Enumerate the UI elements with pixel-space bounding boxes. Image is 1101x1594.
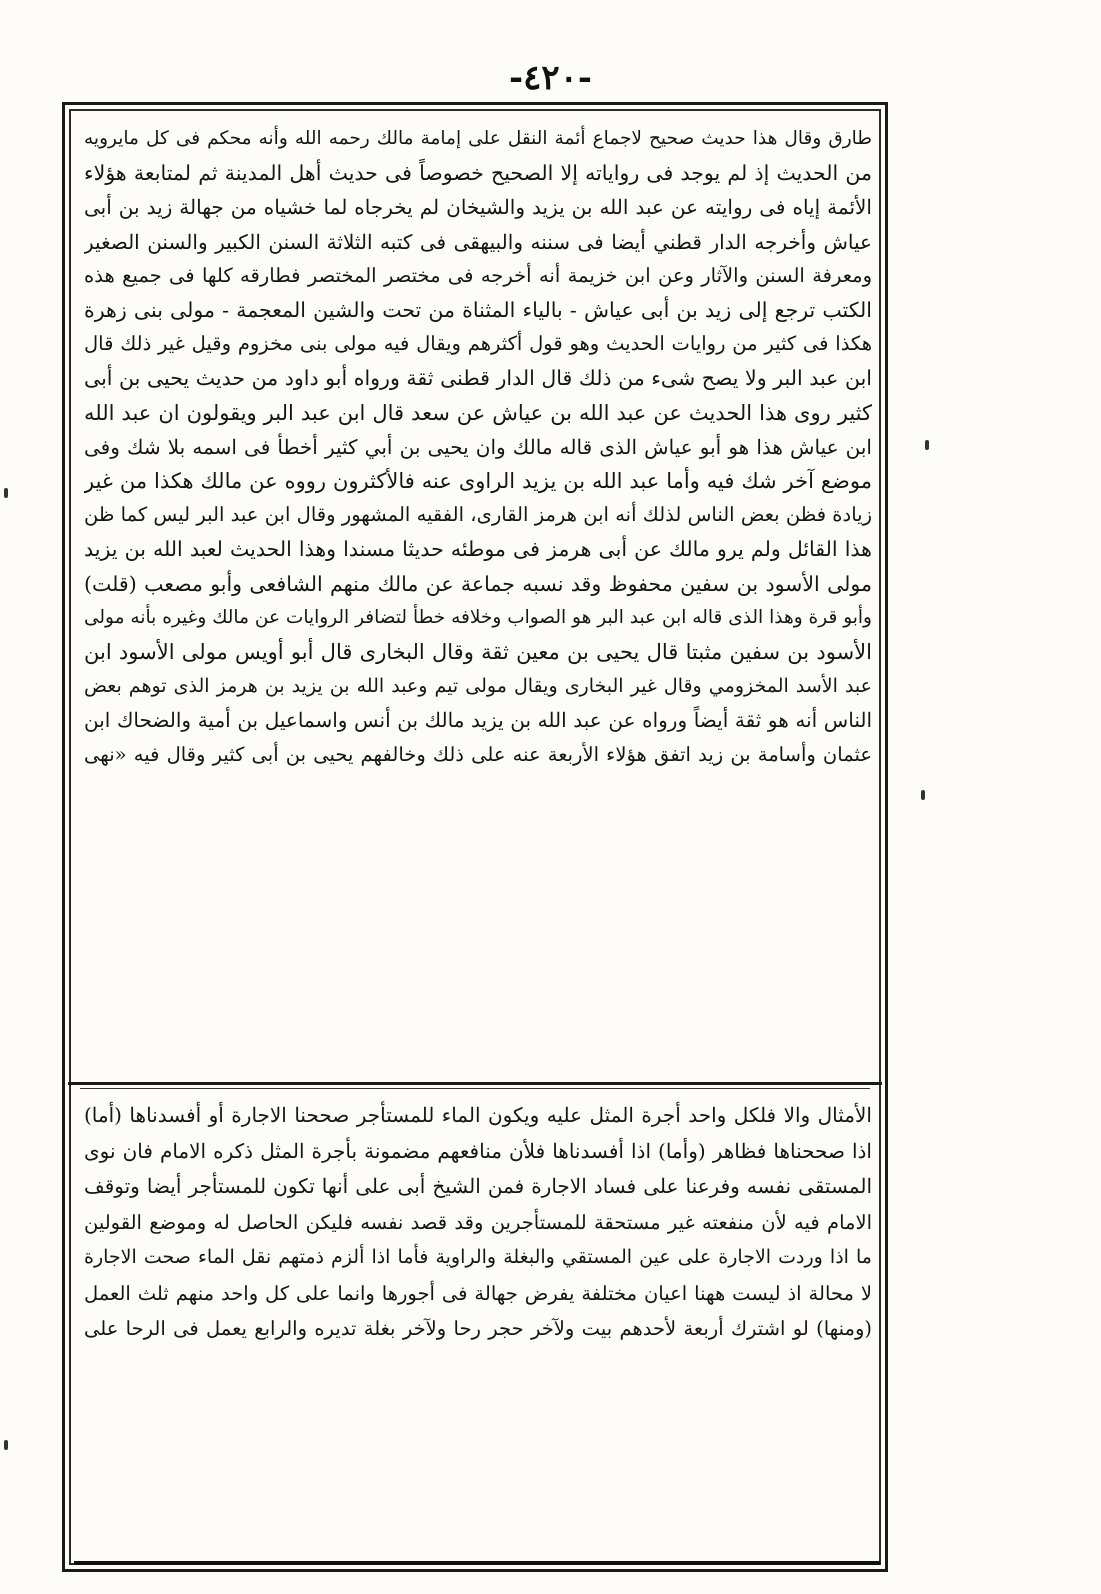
main-text-line: زيادة فظن بعض الناس لذلك أنه ابن هرمز القارى، الفقيه المشهور وقال ابن عبد البر ليس كما ظن — [84, 503, 872, 527]
scan-margin-mark — [4, 488, 8, 498]
footnote-divider — [68, 1082, 882, 1085]
main-text-line: عثمان وأسامة بن زيد اتفق هؤلاء الأربعة عنه على ذلك وخالفهم يحيى بن أبى كثير وقال فيه «نهى — [84, 742, 872, 766]
main-text-line: هكذا فى كثير من روايات الحديث وهو قول أكثرهم ويقال فيه مولى بنى مخزوم وقيل غير ذلك قال — [84, 332, 872, 356]
main-text-line: ابن عبد البر ولا يصح شىء من ذلك قال الدار قطنى ثقة ورواه أبو داود من حديث يحيى بن أبى — [84, 366, 872, 391]
main-text-line: الناس أنه هو ثقة أيضاً ورواه عن عبد الله بن يزيد مالك بن أنس واسماعيل بن أمية والضحاك ابن — [84, 708, 872, 733]
main-text-line: الأئمة إياه فى روايته عن عبد الله بن يزيد والشيخان لم يخرجاه لما خشياه من جهالة زيد بن أبى — [84, 195, 872, 220]
main-text-line: طارق وقال هذا حديث صحيح لاجماع أئمة النقل على إمامة مالك رحمه الله وأنه محكم فى كل مايرويه — [84, 128, 872, 149]
footnote-text-body — [84, 1098, 872, 1544]
scan-margin-mark — [921, 790, 925, 800]
main-text-line: مولى الأسود بن سفين محفوظ وقد نسبه جماعة عن مالك منهم الشافعى وأبو مصعب (قلت) — [84, 571, 872, 596]
main-text-line: الأسود بن سفين مثبتا قال يحيى بن معين ثقة وقال البخارى قال أبو أويس مولى الأسود ابن — [84, 640, 872, 665]
main-text-body — [84, 122, 872, 1080]
main-text-line: الكتب ترجع إلى زيد بن أبى عياش - بالياء المثناة من تحت والشين المعجمة - مولى بنى زهرة — [84, 298, 872, 323]
footnote-line: (ومنها) لو اشترك أربعة لأحدهم بيت ولآخر حجر رحا ولآخر بغلة تديره والرابع يعمل فى الرحا على — [84, 1317, 872, 1340]
main-text-line: هذا القائل ولم يرو مالك عن أبى هرمز فى موطئه حديثا مسندا وهذا الحديث لعبد الله بن يزيد — [84, 537, 872, 562]
footnote-divider-inner — [80, 1088, 870, 1089]
footnote-line: اذا صححناها فظاهر (وأما) اذا أفسدناها فلأن منافعهم مضمونة بأجرة المثل ذكره الامام فان نوى — [84, 1138, 872, 1163]
footnote-line: الامام فيه لأن منفعته غير مستحقة للمستأجرين وقد قصد نفسه فليكن الحاصل له وموضع القولين — [84, 1210, 872, 1234]
bottom-border-rule — [74, 1561, 880, 1565]
main-text-line: موضع آخر شك فيه وأما عبد الله بن يزيد الراوى عنه فالأكثرون رووه عن مالك هكذا من غير — [84, 469, 872, 494]
footnote-line: الأمثال والا فلكل واحد أجرة المثل عليه ويكون الماء للمستأجر صححنا الاجارة أو أفسدناها (أما) — [84, 1103, 872, 1127]
footnote-line: لا محالة اذ ليست ههنا اعيان مختلفة يفرض جهالة فى أجورها وانما على كل واحد منهم ثلث العمل — [84, 1281, 872, 1305]
main-text-line: عياش وأخرجه الدار قطني أيضا فى سننه والبيهقى فى كتبه الثلاثة السنن الكبير والسنن الصغير — [84, 229, 872, 254]
main-text-line: وأبو قرة وهذا الذى قاله ابن عبد البر هو الصواب وخلافه خطأ لتضافر الروايات عن مالك وغيره بأنه مولى — [84, 606, 872, 628]
main-text-line: ابن عياش هذا هو أبو عياش الذى قاله مالك وان يحيى بن أبي كثير أخطأ فى اسمه بلا شك وفى — [84, 434, 872, 459]
scan-margin-mark — [925, 440, 929, 450]
main-text-line: من الحديث إذ لم يوجد فى رواياته إلا الصحيح خصوصاً فى حديث أهل المدينة ثم لمتابعة هؤلاء — [84, 161, 872, 186]
main-text-line: عبد الأسد المخزومي وقال غير البخارى ويقال مولى تيم وعبد الله بن يزيد بن هرمز الذى توهم بعض — [84, 675, 872, 698]
main-text-line: ومعرفة السنن والآثار وعن ابن خزيمة أنه أخرجه فى مختصر المختصر فطارقه كلها فى جميع هذه — [84, 263, 872, 287]
scan-margin-mark — [4, 1440, 8, 1450]
main-text-line: كثير روى هذا الحديث عن عبد الله بن عياش عن سعد قال ابن عبد البر ويقولون ان عبد الله — [84, 400, 872, 425]
footnote-line: المستقى نفسه وفرعنا على فساد الاجارة فمن الشيخ أبى على أنها تكون للمستأجر أيضا وتوقف — [84, 1174, 872, 1198]
page-number: -٤٢٠- — [508, 58, 593, 98]
footnote-line: ما اذا وردت الاجارة على عين المستقي والبغلة والراوية فأما اذا ألزم ذمتهم نقل الماء صحت الاجارة — [84, 1246, 872, 1268]
